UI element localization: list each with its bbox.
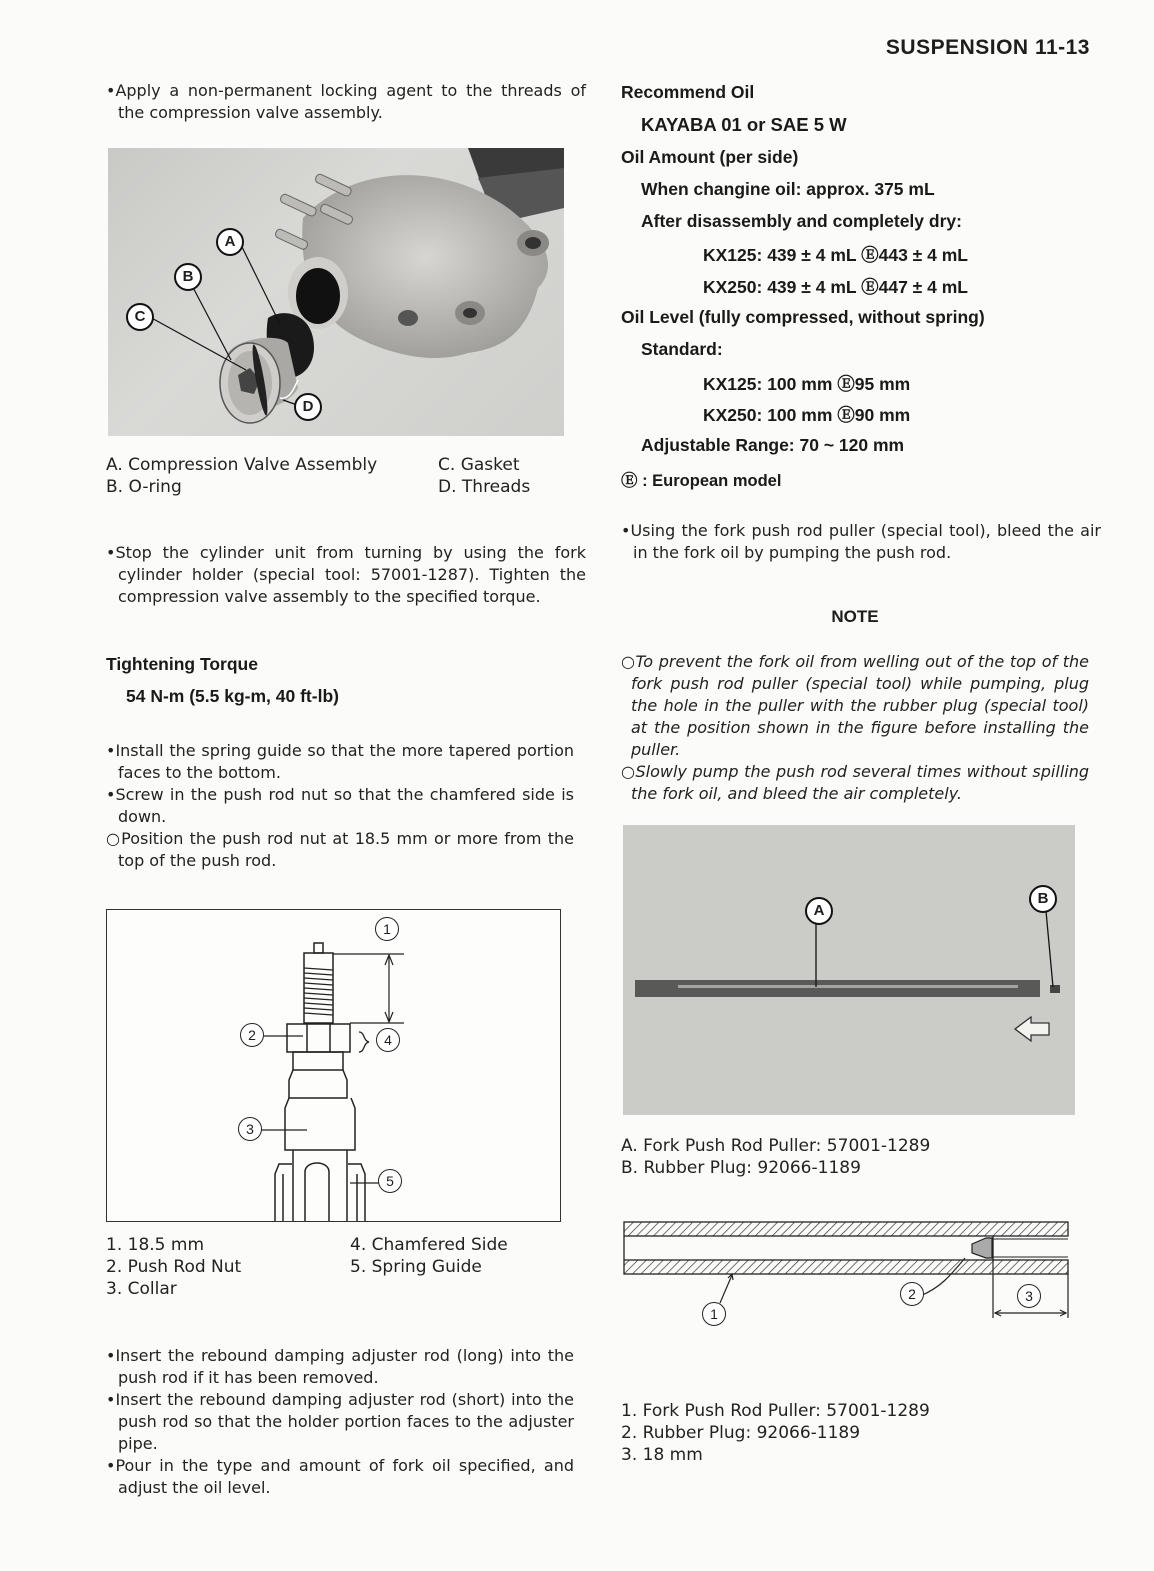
- bleed-air-step: •Using the fork push rod puller (special tool), bleed the air in the fork oil by pumping the push rod.: [621, 521, 1101, 562]
- standard-label: Standard:: [641, 339, 723, 359]
- adjustable-range: Adjustable Range: 70 ~ 120 mm: [641, 435, 905, 455]
- note-pump-slowly: ○Slowly pump the push rod several times without spilling the fork oil, and bleed the air completely.: [621, 762, 1089, 803]
- torque-value: 54 N-m (5.5 kg-m, 40 ft-lb): [126, 686, 339, 706]
- legend-item-d: D. Threads: [438, 477, 531, 497]
- spring-guide-steps: [106, 740, 574, 872]
- note-title: NOTE: [831, 607, 879, 626]
- callout-2: 2: [900, 1282, 924, 1306]
- callout-3: 3: [238, 1117, 262, 1141]
- kx125-oil-level: KX125: 100 mm Ⓔ95 mm: [703, 374, 911, 394]
- step-rod-short: •Insert the rebound damping adjuster rod (short) into the push rod so that the holder portion faces to the adjuster pipe.: [106, 1390, 574, 1453]
- callout-2: 2: [240, 1023, 264, 1047]
- step-spring-guide: •Install the spring guide so that the more tapered portion faces to the bottom.: [106, 741, 574, 782]
- callout-b: B: [174, 263, 202, 291]
- push-rod-puller-photo: [623, 825, 1075, 1115]
- legend-item-2: 2. Push Rod Nut: [106, 1257, 242, 1277]
- callout-d: D: [294, 393, 322, 421]
- after-dry-label: After disassembly and completely dry:: [641, 211, 962, 231]
- adjuster-rod-steps: [106, 1345, 574, 1499]
- compression-valve-photo: [108, 148, 564, 436]
- step-pour-oil: •Pour in the type and amount of fork oil specified, and adjust the oil level.: [106, 1456, 574, 1497]
- recommend-oil-value: KAYABA 01 or SAE 5 W: [641, 114, 847, 135]
- locking-agent-step: •Apply a non-permanent locking agent to the threads of the compression valve assembly.: [106, 81, 586, 122]
- legend-item-3: 3. Collar: [106, 1279, 177, 1299]
- puller-cross-section-figure: [620, 1218, 1072, 1328]
- step-rod-long: •Insert the rebound damping adjuster rod (long) into the push rod if it has been removed.: [106, 1346, 574, 1387]
- kx125-oil-amount: KX125: 439 ± 4 mL Ⓔ443 ± 4 mL: [703, 245, 968, 265]
- photo1-legend: [106, 454, 576, 500]
- oil-change-amount: When changine oil: approx. 375 mL: [641, 179, 935, 199]
- push-rod-figure: [106, 909, 561, 1222]
- cylinder-holder-step: •Stop the cylinder unit from turning by using the fork cylinder holder (special tool: 57001-1287). Tighten the compression valve assembly to the specified torque.: [106, 543, 586, 606]
- legend-item-2: 2. Rubber Plug: 92066-1189: [621, 1423, 861, 1443]
- legend-item-b: B. Rubber Plug: 92066-1189: [621, 1158, 861, 1178]
- note-plug-hole: ○To prevent the fork oil from welling out of the top of the fork push rod puller (special tool) while pumping, plug the hole in the puller with the rubber plug (special tool) at the position shown in the figure before installing the puller.: [621, 652, 1089, 759]
- legend-item-c: C. Gasket: [438, 455, 520, 475]
- callout-a: A: [805, 897, 833, 925]
- oil-level-label: Oil Level (fully compressed, without spring): [621, 307, 985, 327]
- legend-item-4: 4. Chamfered Side: [350, 1235, 508, 1255]
- legend-item-1: 1. 18.5 mm: [106, 1235, 205, 1255]
- callout-c: C: [126, 303, 154, 331]
- puller-cross-section-diagram: [620, 1218, 1072, 1328]
- callout-4: 4: [376, 1028, 400, 1052]
- legend-item-1: 1. Fork Push Rod Puller: 57001-1289: [621, 1401, 930, 1421]
- recommend-oil-label: Recommend Oil: [621, 82, 755, 102]
- compression-valve-illustration: [108, 148, 564, 436]
- section-title: SUSPENSION: [885, 36, 1029, 59]
- photo2-legend: [621, 1135, 1081, 1181]
- callout-1: 1: [375, 917, 399, 941]
- figure2-legend: [106, 1234, 576, 1304]
- kx250-oil-level: KX250: 100 mm Ⓔ90 mm: [703, 405, 911, 425]
- oil-amount-label: Oil Amount (per side): [621, 147, 799, 167]
- push-rod-puller-illustration: [623, 825, 1075, 1115]
- legend-item-a: A. Compression Valve Assembly: [106, 455, 378, 475]
- note-items: [621, 651, 1089, 805]
- push-rod-diagram: [107, 910, 560, 1221]
- callout-3: 3: [1017, 1284, 1041, 1308]
- legend-item-5: 5. Spring Guide: [350, 1257, 482, 1277]
- callout-b: B: [1029, 885, 1057, 913]
- callout-1: 1: [702, 1302, 726, 1326]
- torque-label: Tightening Torque: [106, 654, 258, 674]
- page-number: 11-13: [1034, 36, 1090, 59]
- figure3-legend: [621, 1400, 1081, 1470]
- step-nut-position: ○Position the push rod nut at 18.5 mm or more from the top of the push rod.: [106, 829, 574, 870]
- european-model-note: Ⓔ : European model: [621, 472, 782, 490]
- callout-5: 5: [378, 1169, 402, 1193]
- legend-item-b: B. O-ring: [106, 477, 182, 497]
- legend-item-3: 3. 18 mm: [621, 1445, 703, 1465]
- kx250-oil-amount: KX250: 439 ± 4 mL Ⓔ447 ± 4 mL: [703, 277, 968, 297]
- callout-a: A: [216, 228, 244, 256]
- page-header: [860, 36, 1090, 60]
- legend-item-a: A. Fork Push Rod Puller: 57001-1289: [621, 1136, 931, 1156]
- step-push-rod-nut: •Screw in the push rod nut so that the chamfered side is down.: [106, 785, 574, 826]
